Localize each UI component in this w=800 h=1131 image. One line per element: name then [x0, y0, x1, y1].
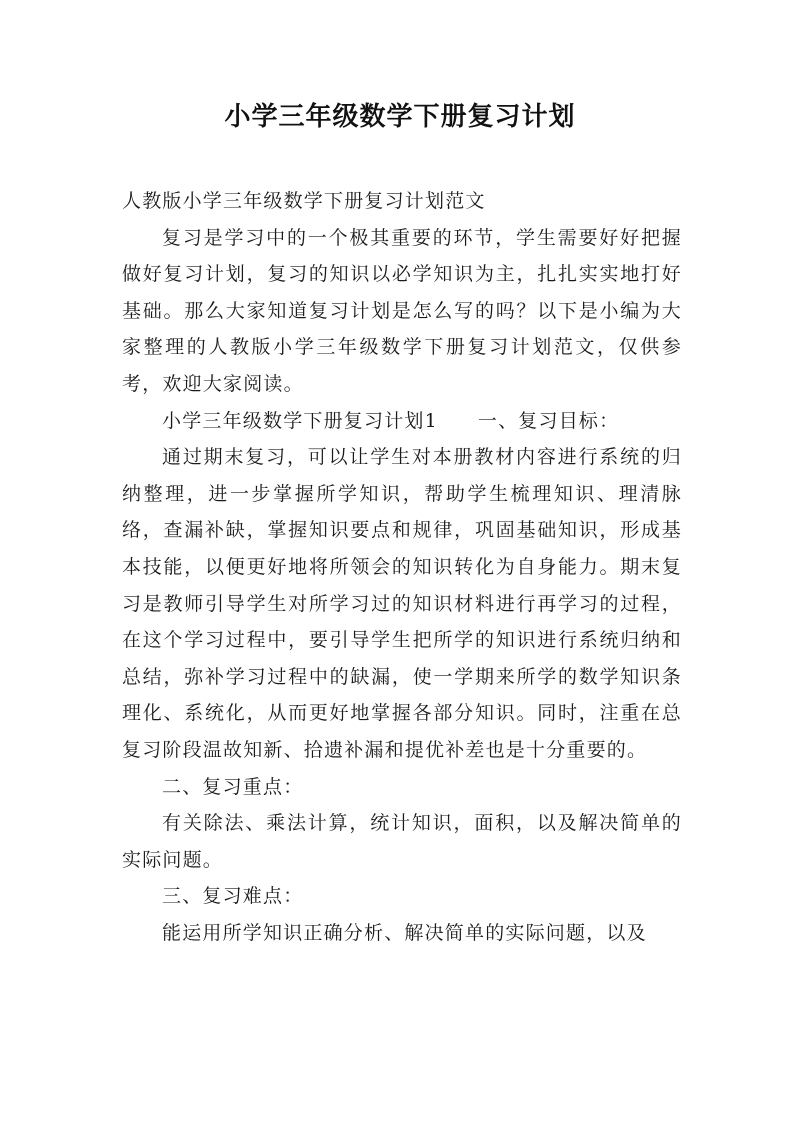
document-title: 小学三年级数学下册复习计划	[224, 102, 576, 132]
section1-heading: 一、复习目标：	[477, 409, 620, 432]
section1-paragraph: 通过期末复习，可以让学生对本册教材内容进行系统的归纳整理，进一步掌握所学知识，帮助学生梳理知识、理清脉络，查漏补缺，掌握知识要点和规律，巩固基础知识，形成基本技能，以便更好地将所领会的知识转化为自身能力。期末复习是教师引导学生对所学习过的知识材料进行再学习的过程，在这个学习过程中，要引导学生把所学的知识进行系统归纳和总结，弥补学习过程中的缺漏，使一学期来所学的数学知识条理化、系统化，从而更好地掌握各部分知识。同时，注重在总复习阶段温故知新、拾遗补漏和提优补差也是十分重要的。	[122, 446, 682, 761]
document-subtitle: 人教版小学三年级数学下册复习计划范文	[122, 190, 486, 212]
plan-heading-line	[122, 403, 682, 440]
intro-paragraph: 复习是学习中的一个极其重要的环节，学生需要好好把握做好复习计划，复习的知识以必学知识为主，扎扎实实地打好基础。那么大家知道复习计划是怎么写的吗？以下是小编为大家整理的人教版小学三年级数学下册复习计划范文，仅供参考，欢迎大家阅读。	[122, 226, 682, 395]
section3-heading: 三、复习难点：	[162, 885, 304, 908]
section2-paragraph: 有关除法、乘法计算，统计知识，面积，以及解决简单的实际问题。	[122, 812, 682, 871]
section3-paragraph: 能运用所学知识正确分析、解决简单的实际问题，以及	[162, 921, 647, 944]
section2-heading: 二、复习重点：	[162, 775, 304, 798]
document-body	[122, 183, 682, 951]
plan-heading: 小学三年级数学下册复习计划1	[162, 409, 438, 432]
